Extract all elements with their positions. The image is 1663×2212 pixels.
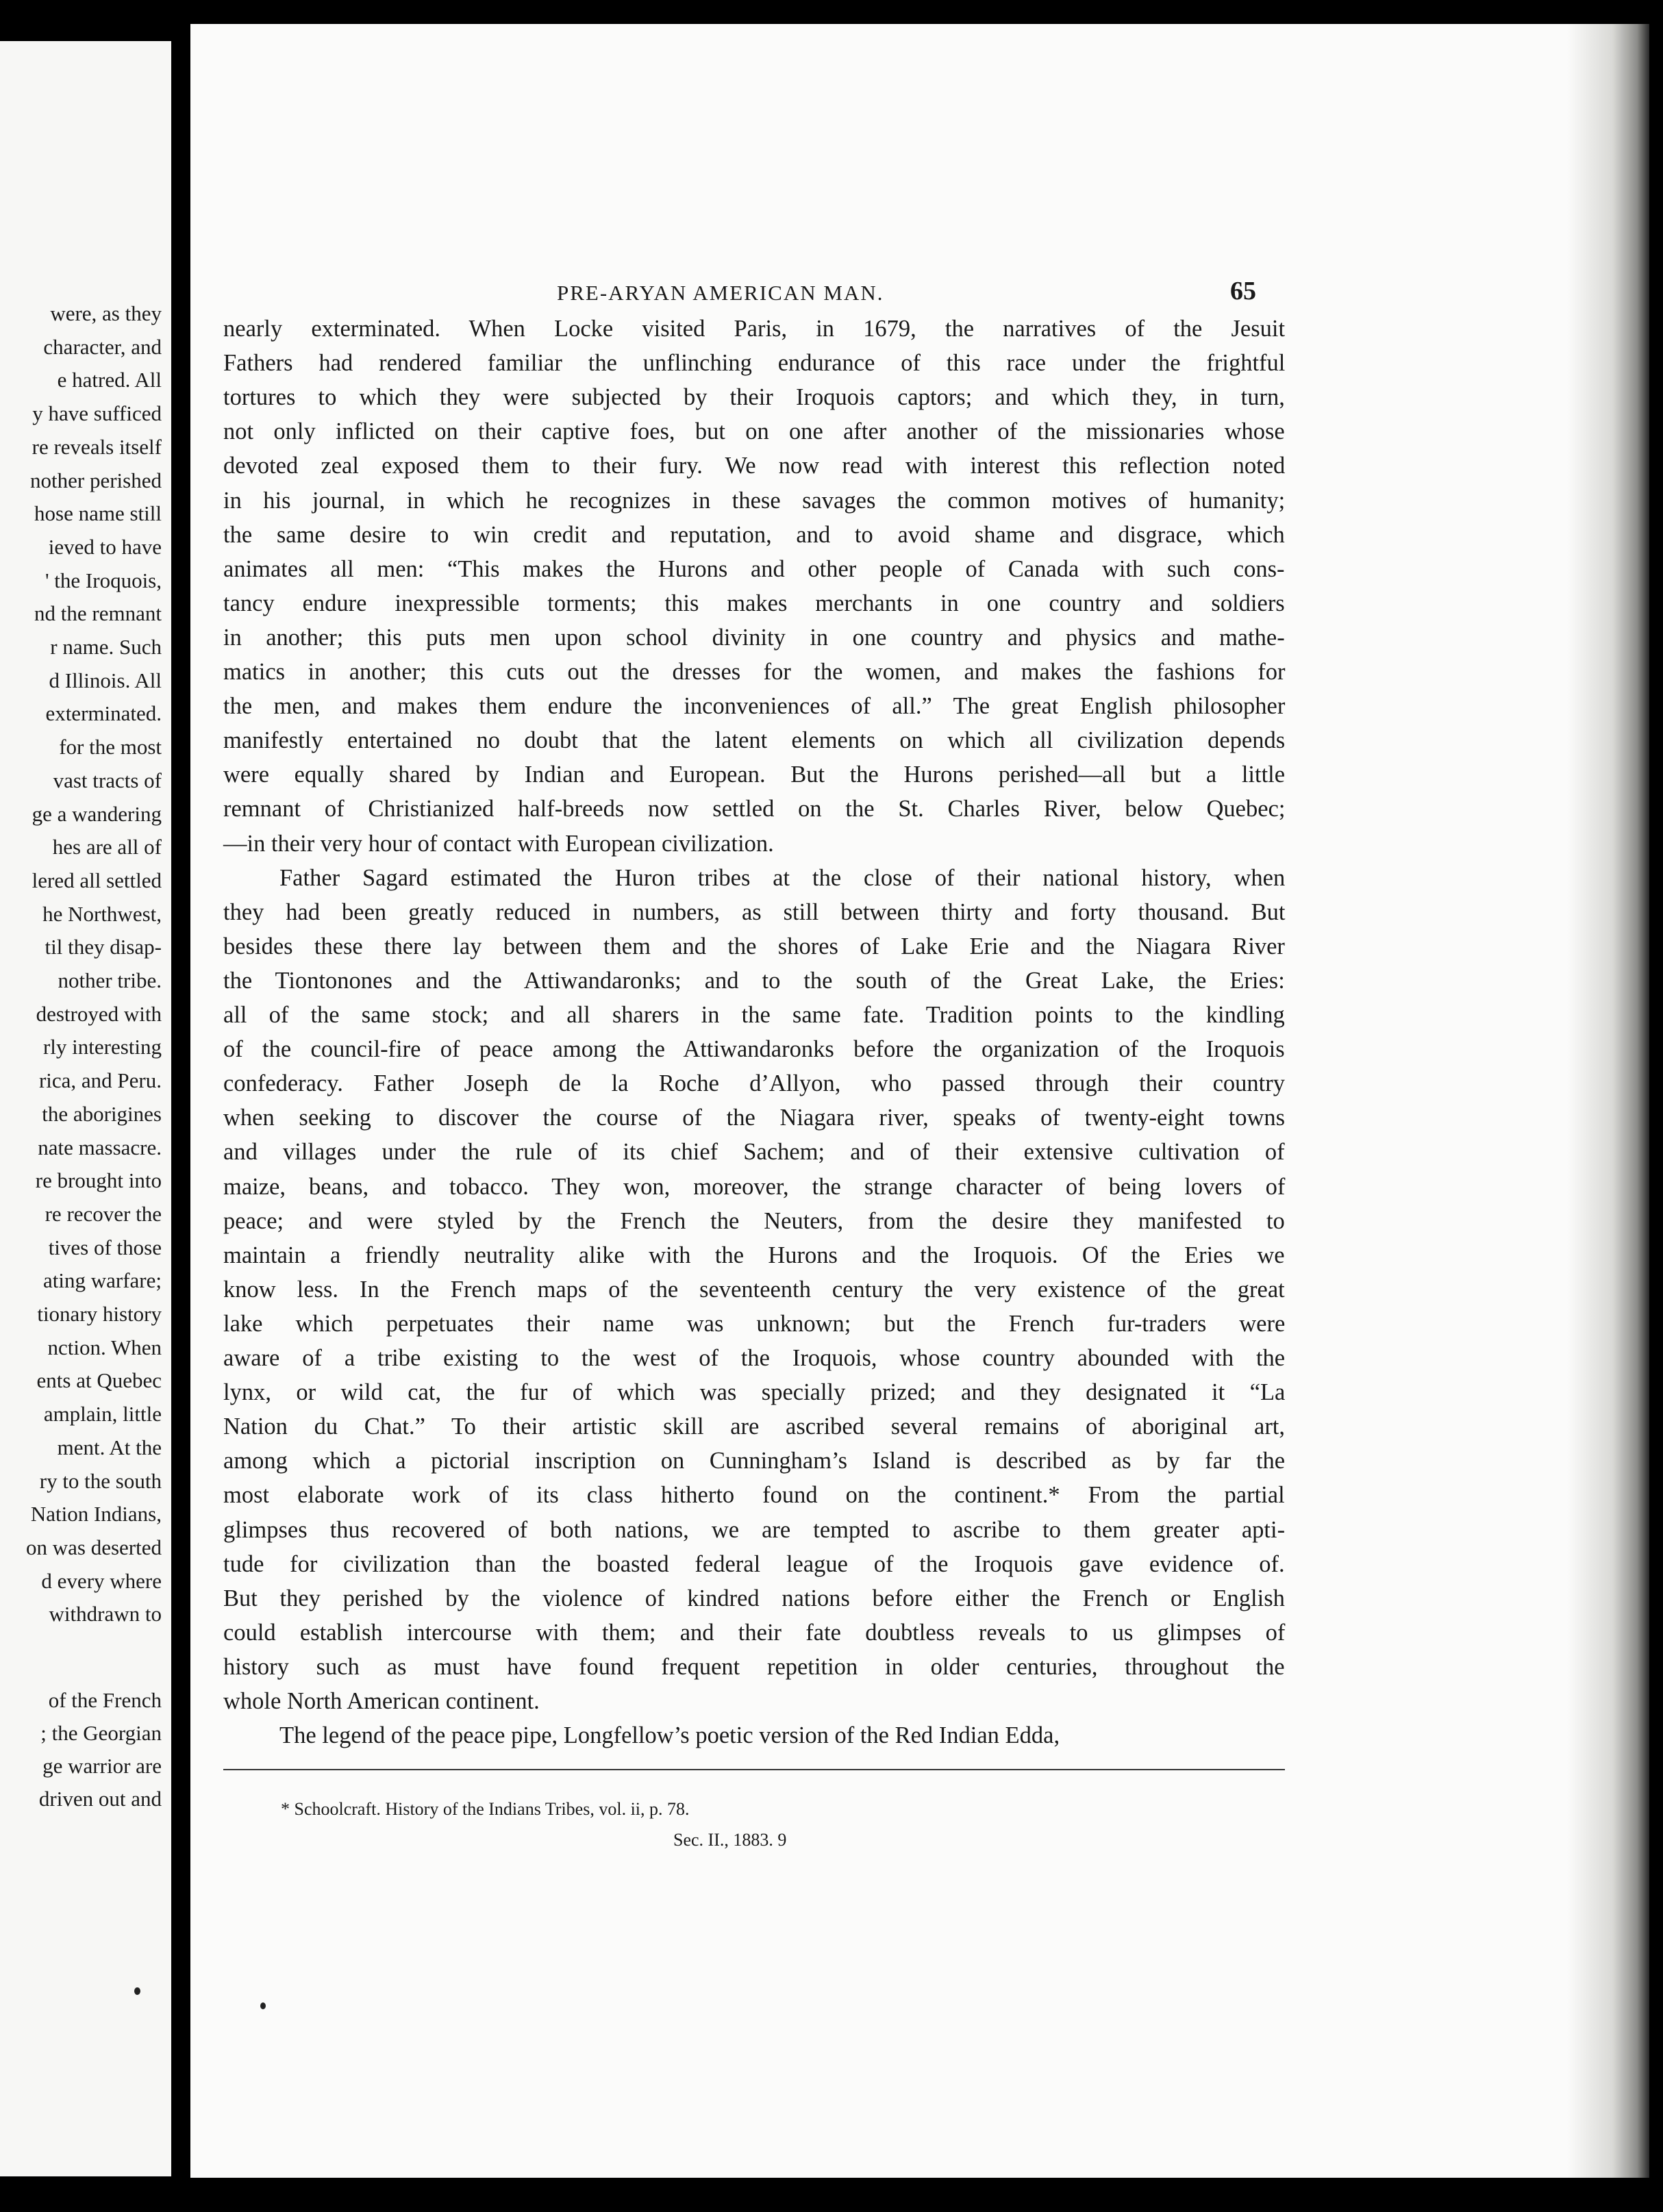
left-text-line: ating warfare; xyxy=(43,1268,162,1293)
left-text-line: for the most xyxy=(59,735,162,759)
text-line: in another; this puts men upon school divinity in one country and physics and mathe- xyxy=(223,624,1285,651)
left-text-line: on was deserted xyxy=(26,1535,162,1559)
text-line: nearly exterminated. When Locke visited Paris, in 1679, the narratives of the Jesuit xyxy=(223,316,1286,342)
text-line: lake which perpetuates their name was unknown; but the French fur-traders were xyxy=(223,1310,1286,1337)
signature-mark: Sec. II., 1883. 9 xyxy=(673,1830,787,1850)
left-text-line: hes are all of xyxy=(52,835,162,859)
left-text-line: nate massacre. xyxy=(38,1135,162,1159)
text-line: all of the same stock; and all sharers in the same fate. Tradition points to the kindling xyxy=(223,1002,1285,1028)
left-text-line: ; the Georgian xyxy=(40,1721,162,1745)
left-text-line: tionary history xyxy=(37,1302,162,1326)
left-text-line: d every where xyxy=(41,1568,162,1593)
text-line: tude for civilization than the boasted federal league of the Iroquois gave evidence of. xyxy=(223,1550,1285,1577)
text-line: and villages under the rule of its chief Sachem; and of their extensive cultivation of xyxy=(223,1139,1285,1166)
text-line: maintain a friendly neutrality alike with the Hurons and the Iroquois. Of the Eries we xyxy=(223,1242,1285,1268)
left-text-line: rly interesting xyxy=(42,1035,162,1059)
left-text-line: ents at Quebec xyxy=(36,1368,162,1393)
left-text-line: Nation Indians, xyxy=(30,1502,162,1526)
left-text-line: y have sufficed xyxy=(32,401,162,426)
page-edge-shadow xyxy=(1567,24,1649,2178)
left-text-line: ieved to have xyxy=(48,534,162,559)
text-line: the men, and makes them endure the inconveniences of all.” The great English philosopher xyxy=(223,693,1286,720)
left-text-line: e hatred. All xyxy=(57,368,162,392)
text-line: lynx, or wild cat, the fur of which was specially prized; and they designated it “La xyxy=(223,1379,1286,1406)
left-text-line: ry to the south xyxy=(39,1468,162,1493)
left-text-line: ge warrior are xyxy=(42,1754,162,1778)
left-text-line: driven out and xyxy=(38,1787,162,1811)
text-line: were equally shared by Indian and European. But the Hurons perished—all but a little xyxy=(223,762,1286,788)
right-page xyxy=(190,24,1649,2178)
footnote-rule xyxy=(223,1769,1285,1770)
left-text-line: the aborigines xyxy=(42,1101,162,1126)
left-text-line: lered all settled xyxy=(32,868,162,892)
left-text-line: re recover the xyxy=(45,1201,162,1226)
text-line: history such as must have found frequent repetition in older centuries, throughout the xyxy=(223,1653,1285,1680)
text-line: maize, beans, and tobacco. They won, moreover, the strange character of being lovers of xyxy=(223,1173,1286,1200)
text-line: the Tiontonones and the Attiwandaronks; and to the south of the Great Lake, the Eries: xyxy=(223,967,1285,994)
left-text-line: re brought into xyxy=(35,1168,162,1193)
footnote: * Schoolcraft. History of the Indians Tribes, vol. ii, p. 78. xyxy=(281,1799,690,1819)
text-line: animates all men: “This makes the Hurons and other people of Canada with such cons- xyxy=(223,555,1285,582)
left-text-line: exterminated. xyxy=(45,701,162,726)
text-line: most elaborate work of its class hitherto found on the continent.* From the partial xyxy=(223,1482,1285,1509)
left-text-line: withdrawn to xyxy=(49,1602,162,1626)
text-line: confederacy. Father Joseph de la Roche d’Allyon, who passed through their country xyxy=(223,1070,1285,1097)
left-text-line: hose name still xyxy=(34,501,162,526)
text-line: know less. In the French maps of the seventeenth century the very existence of the great xyxy=(223,1276,1285,1303)
left-page-fragment xyxy=(0,41,171,2176)
text-line: Nation du Chat.” To their artistic skill are ascribed several remains of aboriginal art, xyxy=(223,1413,1286,1440)
ink-speck xyxy=(260,2002,266,2009)
left-text-line: of the French xyxy=(48,1688,162,1712)
text-line: whole North American continent. xyxy=(223,1688,540,1714)
text-line: remnant of Christianized half-breeds now settled on the St. Charles River, below Quebec; xyxy=(223,796,1286,822)
text-line: peace; and were styled by the French the Neuters, from the desire they manifested to xyxy=(223,1207,1285,1234)
left-text-line: amplain, little xyxy=(43,1402,162,1427)
text-line: Father Sagard estimated the Huron tribes at the close of their national history, when xyxy=(279,864,1286,891)
text-line: The legend of the peace pipe, Longfellow’s poetic version of the Red Indian Edda, xyxy=(279,1722,1060,1749)
text-line: glimpses thus recovered of both nations, we are tempted to ascribe to them greater apti- xyxy=(223,1516,1286,1543)
left-text-line: r name. Such xyxy=(50,635,162,659)
text-line: could establish intercourse with them; and their fate doubtless reveals to us glimpses of xyxy=(223,1619,1286,1646)
running-head: PRE-ARYAN AMERICAN MAN. xyxy=(557,281,884,305)
left-text-line: ment. At the xyxy=(57,1435,162,1459)
left-text-line: rica, and Peru. xyxy=(38,1068,162,1093)
left-text-line: destroyed with xyxy=(36,1001,162,1026)
left-text-line: ' the Iroquois, xyxy=(45,568,162,592)
left-text-line: nction. When xyxy=(47,1335,162,1359)
text-line: devoted zeal exposed them to their fury. We now read with interest this reflection noted xyxy=(223,453,1286,479)
text-line: of the council-fire of peace among the Attiwandaronks before the organization of the Iroquois xyxy=(223,1036,1285,1063)
text-line: But they perished by the violence of kindred nations before either the French or English xyxy=(223,1585,1285,1611)
text-line: among which a pictorial inscription on Cunningham’s Island is described as by far the xyxy=(223,1448,1286,1474)
left-text-line: vast tracts of xyxy=(53,768,162,792)
text-line: manifestly entertained no doubt that the latent elements on which all civilization depends xyxy=(223,727,1286,754)
text-line: matics in another; this cuts out the dresses for the women, and makes the fashions for xyxy=(223,659,1286,685)
text-line: in his journal, in which he recognizes in these savages the common motives of humanity; xyxy=(223,487,1286,514)
left-text-line: tives of those xyxy=(48,1235,162,1259)
left-text-line: character, and xyxy=(43,334,162,359)
text-line: tancy endure inexpressible torments; this makes merchants in one country and soldiers xyxy=(223,590,1285,616)
left-text-line: nother perished xyxy=(30,468,162,492)
left-text-line: nother tribe. xyxy=(58,968,162,992)
left-text-line: d Illinois. All xyxy=(49,668,162,692)
book-spine xyxy=(171,0,190,2212)
text-line: aware of a tribe existing to the west of the Iroquois, whose country abounded with the xyxy=(223,1345,1286,1371)
text-line: the same desire to win credit and reputation, and to avoid shame and disgrace, which xyxy=(223,521,1285,548)
text-line: Fathers had rendered familiar the unflinching endurance of this race under the frightful xyxy=(223,350,1286,377)
page-number: 65 xyxy=(1230,277,1256,305)
left-text-line: he Northwest, xyxy=(42,901,162,926)
text-line: not only inflicted on their captive foes, but on one after another of the missionaries whose xyxy=(223,418,1285,445)
left-text-line: re reveals itself xyxy=(32,434,162,459)
text-line: when seeking to discover the course of the Niagara river, speaks of twenty-eight towns xyxy=(223,1105,1286,1131)
text-line: they had been greatly reduced in numbers, as still between thirty and forty thousand. But xyxy=(223,898,1286,925)
ink-speck xyxy=(134,1987,140,1995)
left-text-line: nd the remnant xyxy=(34,601,162,626)
left-text-line: til they disap- xyxy=(45,935,162,959)
text-line: tortures to which they were subjected by their Iroquois captors; and which they, in turn, xyxy=(223,384,1285,411)
text-line: —in their very hour of contact with European civilization. xyxy=(223,830,774,857)
left-text-line: were, as they xyxy=(50,301,162,325)
text-line: besides these there lay between them and the shores of Lake Erie and the Niagara River xyxy=(223,933,1285,959)
left-text-line: ge a wandering xyxy=(32,801,162,826)
